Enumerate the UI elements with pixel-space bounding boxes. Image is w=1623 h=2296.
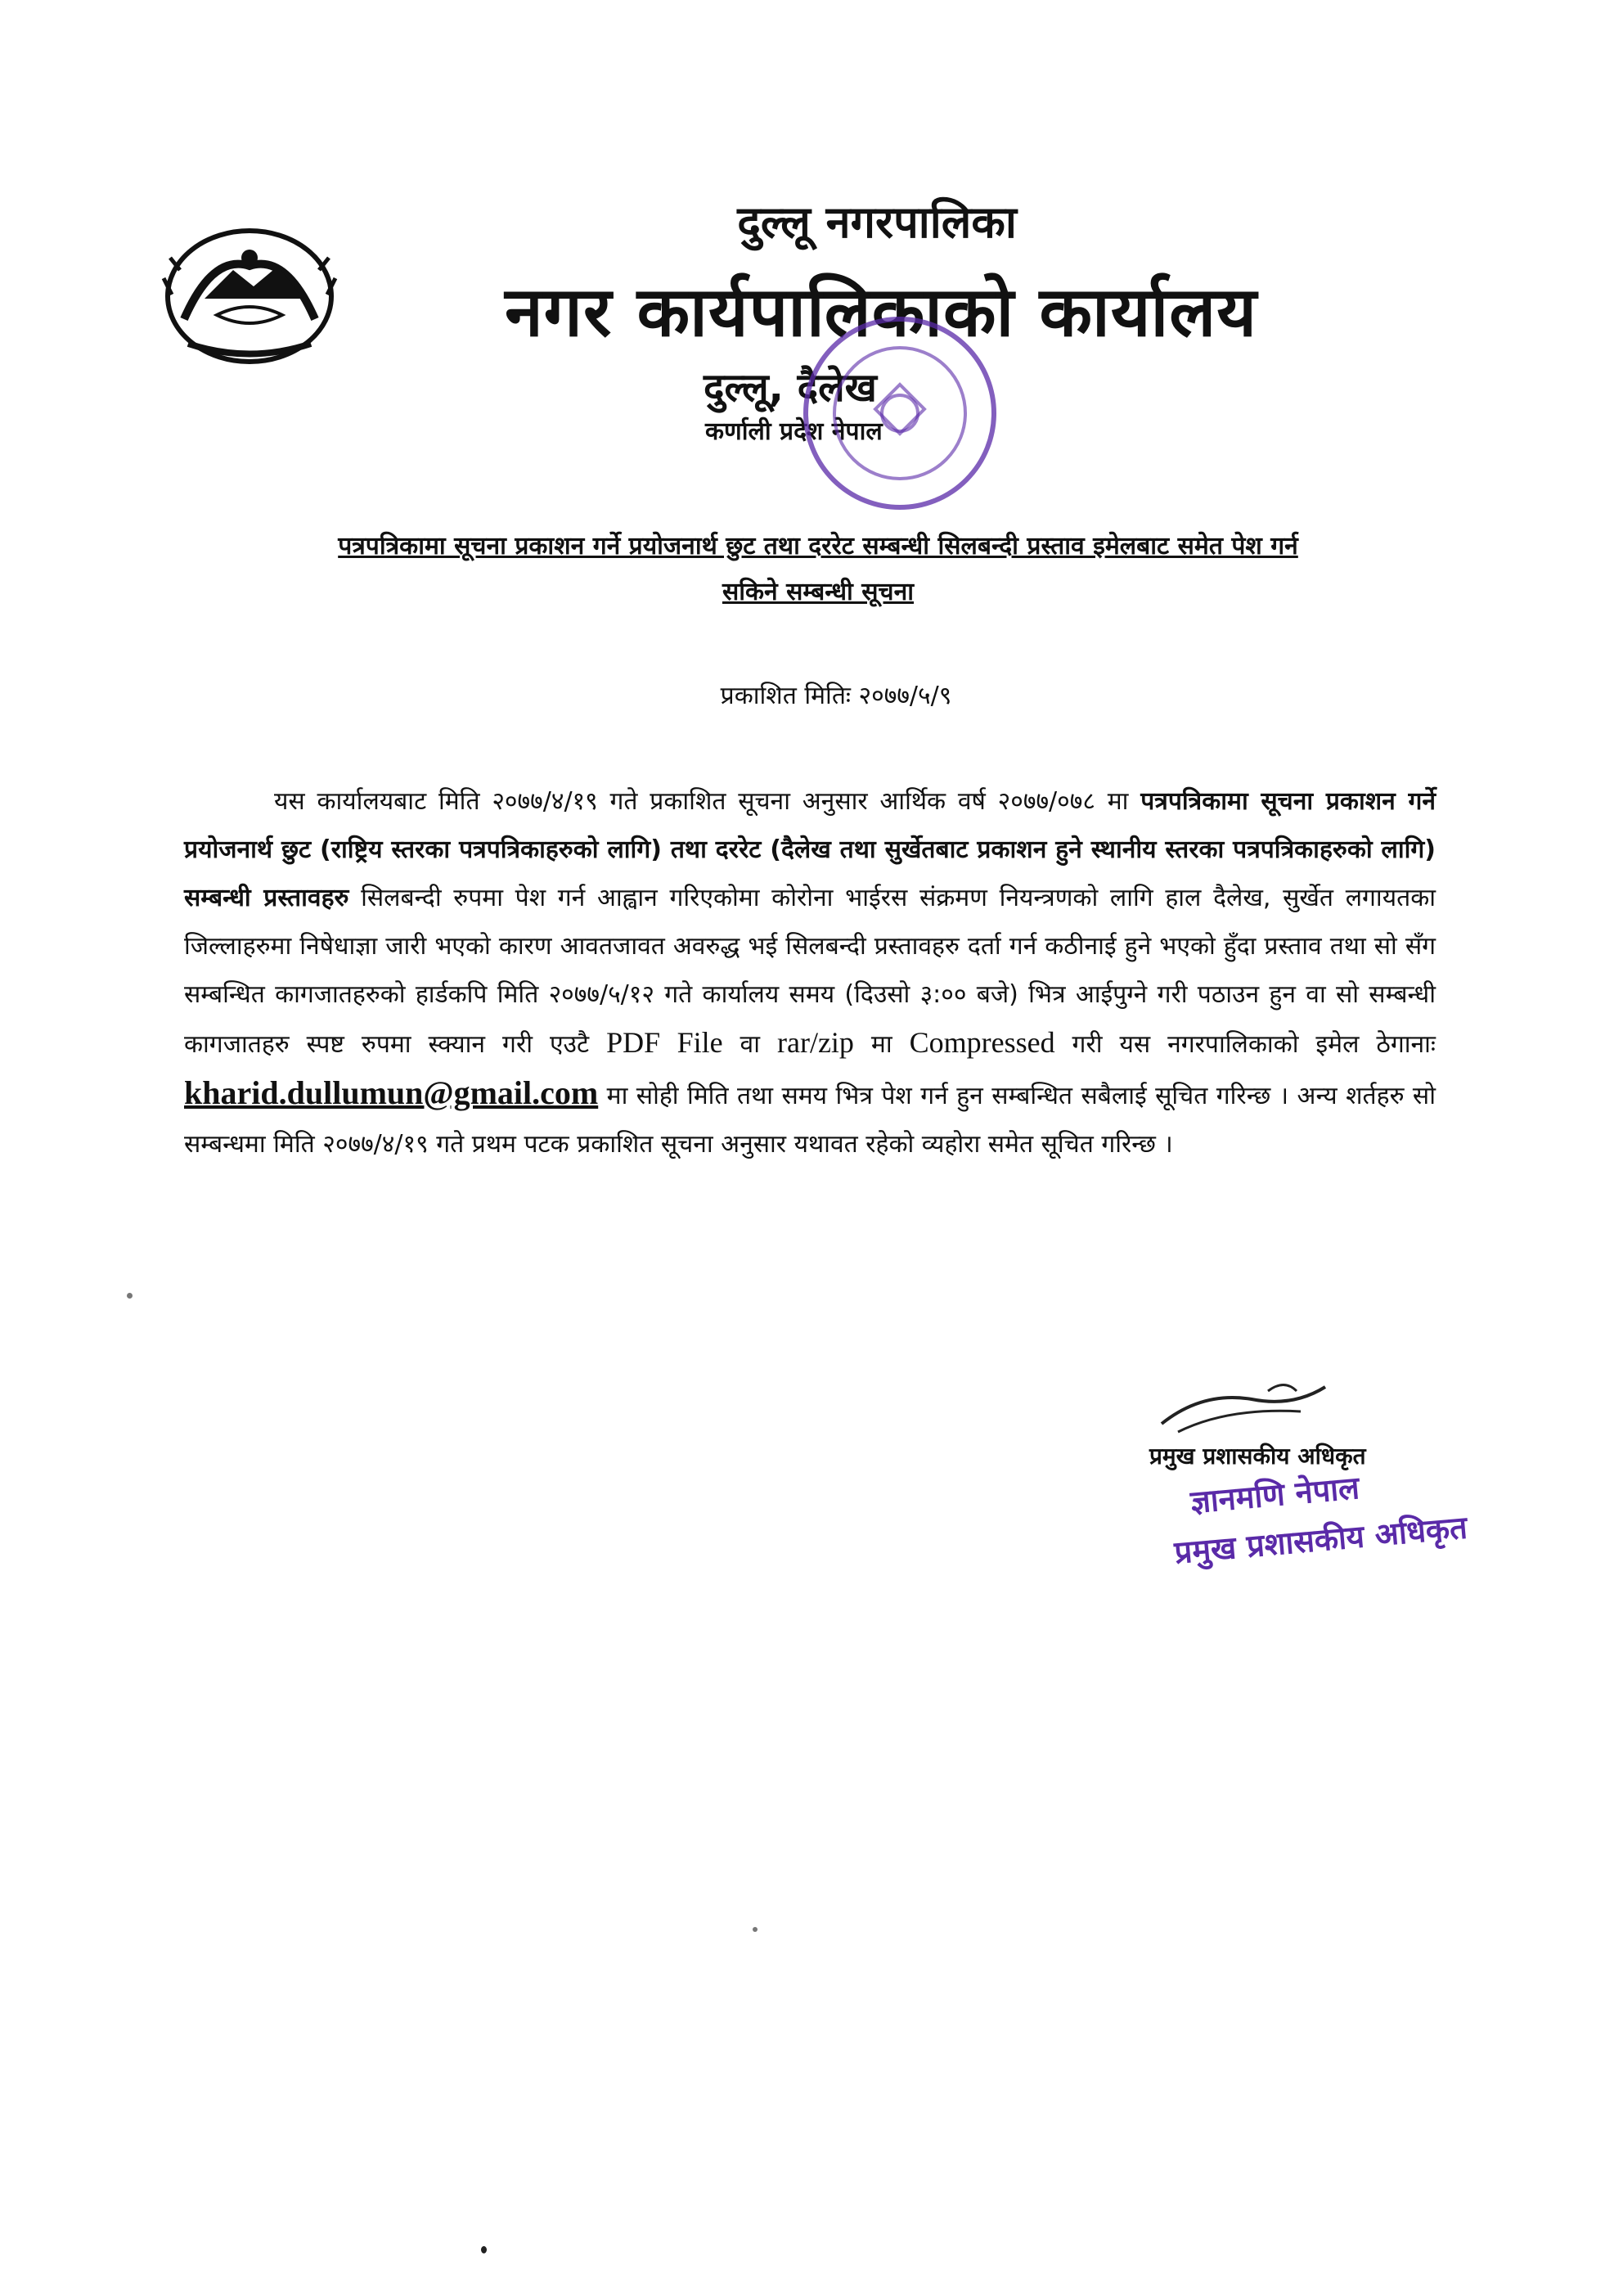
body-text-5: गरी यस नगरपालिकाको इमेल ठेगानाः	[1054, 1030, 1436, 1059]
body-text-6: मा सोही मिति तथा समय भित्र पेश गर्न हुन सम्बन्धित सबैलाई सूचित गरिन्छ । अन्य शर्तहरु सो सम्बन्धमा मिति २०७७/४/१९ गते प्रथम पटक प्रकाशित सूचना अनुसार यथावत रहेको व्यहोरा समेत सूचित गरिन्छ ।	[184, 1082, 1436, 1159]
signatory-title: प्रमुख प्रशासकीय अधिकृत	[1149, 1443, 1366, 1470]
body-text-4: मा	[853, 1030, 910, 1059]
email-link[interactable]: kharid.dullumun@gmail.com	[184, 1074, 599, 1111]
body-text-2: सिलबन्दी रुपमा पेश गर्न आह्वान गरिएकोमा कोरोना भाईरस संक्रमण नियन्त्रणको लागि हाल दैलेख, सुर्खेत लगायतका जिल्लाहरुमा निषेधाज्ञा जारी भएको कारण आवतजावत अवरुद्ध भई सिलबन्दी प्रस्तावहरु दर्ता गर्न कठीनाई हुने भएको हुँदा प्रस्ताव तथा सो सँग सम्बन्धित कागजातहरुको हार्डकपि मिति २०७७/५/१२ गते कार्यालय समय (दिउसो ३:०० बजे) भित्र आईपुग्ने गरी पठाउन हुन वा सो सम्बन्धी कागजातहरु स्पष्ट रुपमा स्क्यान गरी एउटै	[184, 884, 1436, 1059]
compressed-text: Compressed	[909, 1026, 1055, 1059]
body-text-1: यस कार्यालयबाट मिति २०७७/४/१९ गते प्रकाशित सूचना अनुसार आर्थिक वर्ष २०७७/०७८ मा	[274, 787, 1141, 816]
signature-scribble-icon	[1153, 1375, 1333, 1440]
pdf-file-text: PDF File	[606, 1026, 723, 1059]
subject-line-1: पत्रपत्रिकामा सूचना प्रकाशन गर्ने प्रयोजनार्थ छुट तथा दररेट सम्बन्धी सिलबन्दी प्रस्ताव इमेलबाट समेत पेश गर्न	[338, 532, 1298, 560]
office-address: दुल्लू, दैलेख	[704, 365, 877, 411]
province-name: कर्णाली प्रदेश नेपाल	[705, 417, 883, 446]
scan-speck	[753, 1927, 758, 1932]
body-text-3: वा	[722, 1030, 777, 1059]
published-date: प्रकाशित मितिः २०७७/५/९	[720, 682, 952, 710]
body-text-bold: पत्रपत्रिकामा सूचना प्रकाशन गर्ने प्रयोजनार्थ छुट (राष्ट्रिय स्तरका पत्रपत्रिकाहरुको लागि) तथा दररेट (दैलेख तथा सुर्खेतबाट प्रकाशन हुने स्थानीय स्तरका पत्रपत्रिकाहरुको लागि) सम्बन्धी प्रस्तावहरु	[184, 787, 1436, 912]
office-name: नगर कार्यपालिकाको कार्यालय	[505, 272, 1257, 352]
signatory-post-stamp: प्रमुख प्रशासकीय अधिकृत	[1172, 1509, 1469, 1571]
scan-speck	[127, 1293, 133, 1299]
scan-speck	[481, 2246, 487, 2253]
signatory-name-stamp: ज्ञानमणि नेपाल	[1189, 1470, 1361, 1520]
notice-subject	[180, 524, 1456, 615]
subject-line-2: सकिने सम्बन्धी सूचना	[722, 578, 915, 606]
rar-zip-text: rar/zip	[776, 1026, 854, 1059]
municipality-name: दुल्लू नगरपालिका	[737, 196, 1017, 248]
office-stamp-icon	[777, 303, 1023, 524]
notice-body	[184, 777, 1436, 1168]
